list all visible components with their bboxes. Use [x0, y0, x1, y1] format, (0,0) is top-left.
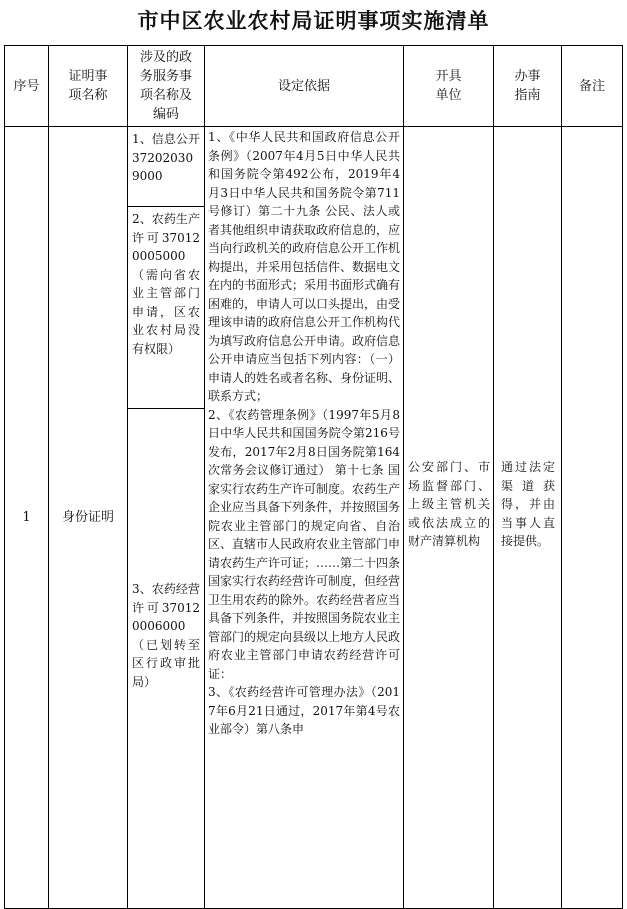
header-guide: 办事指南	[514, 69, 541, 103]
header-seq: 序号	[13, 78, 40, 94]
header-services: 涉及的政务服务事项名称及编码	[139, 50, 192, 122]
service-item: 1、信息公开372020309000	[132, 132, 200, 183]
table-border-right	[622, 45, 623, 909]
row-certificate-name: 身份证明	[61, 510, 114, 525]
header-issuer: 开具单位	[435, 69, 462, 103]
header-note: 备注	[578, 78, 605, 94]
column-divider	[493, 45, 494, 909]
column-divider	[127, 45, 128, 909]
header-name: 证明事项名称	[68, 69, 108, 103]
service-divider-2	[127, 408, 204, 409]
issuing-unit: 公安部门、市场监督部门、上级主管机关或依法成立的财产清算机构	[408, 460, 490, 548]
service-item: 2、农药生产许可370120005000（需向省农业主管部门申请，区农业农村局没有权限）	[132, 212, 200, 356]
page-title: 市中区农业农村局证明事项实施清单	[137, 9, 490, 33]
service-item: 3、农药经营许可370120006000（已划转至区行政审批局）	[132, 582, 200, 689]
column-divider	[403, 45, 404, 909]
row-note	[562, 127, 622, 908]
row-seq: 1	[22, 510, 31, 525]
service-divider-1	[127, 206, 204, 207]
legal-basis-text: 1、《中华人民共和国政府信息公开条例》（2007年4月5日中华人民共和国务院令第492公布，2019年4月3日中华人民共和国务院令第711号修订）第二十九条 公民、法人或者其他组织申请获取政府信息的，应当向行政机关的政府信息公开工作机构提出，并采用包括信件、数据电文在内的书面形式；采用书面形式确有困难的，申请人可以口头提出，由受理该申请的政府信息公开工作机构代为填写政府信息公开申请。政府信息公开申请应当包括下列内容：（一）申请人的姓名或者名称、身份证明、联系方式； 2、《农药管理条例》（1997年5月8日中华人民共和国国务院令第216号发布，2017年2月8日国务院第164次常务会议修订通过） 第十七条 国家实行农药生产许可制度。农药生产企业应当具备下列条件，并按照国务院农业主管部门的规定向省、自治区、直辖市人民政府农业主管部门申请农药生产许可证；……第二十四条国家实行农药经营许可制度，但经营卫生用农药的除外。农药经营者应当具备下列条件，并按照国务院农业主管部门的规定向县级以上地方人民政府农业主管部门申请农药经营许可证： 3、《农药经营许可管理办法》（2017年6月21日通过，2017年第4号农业部令）第八条申	[208, 130, 400, 736]
header-basis: 设定依据	[277, 78, 330, 94]
service-guide: 通过法定渠道获得，并由当事人直接提供。	[501, 460, 555, 548]
column-divider	[204, 45, 205, 909]
